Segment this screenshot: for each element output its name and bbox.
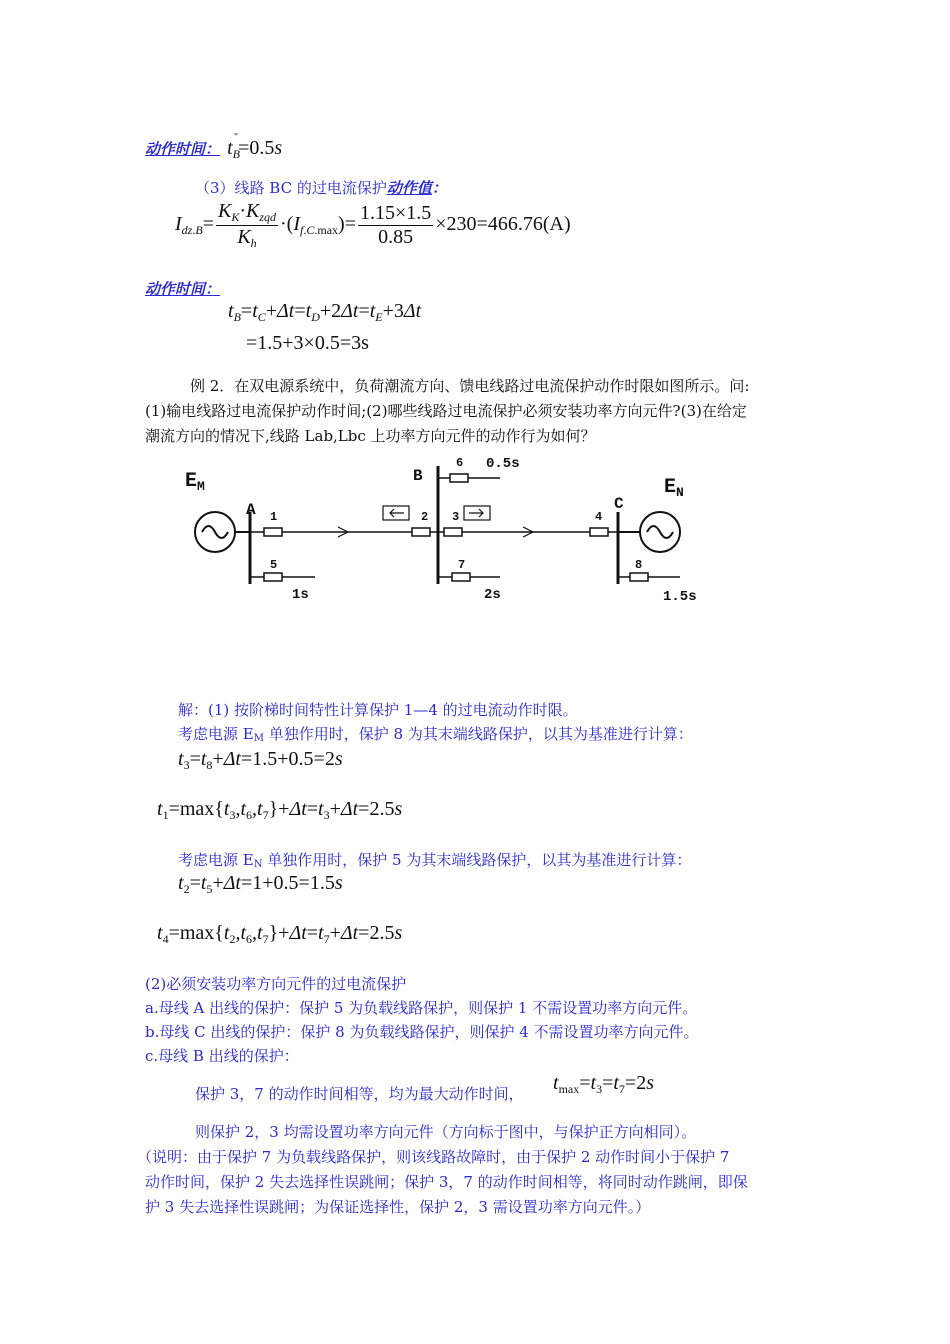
protection-8: [630, 573, 648, 581]
en-case-text: 考虑电源 $E_N$ 单独作用时，保护 5 为其末端线路保护，以其为基准进行计算：: [178, 851, 692, 870]
action-time-row-2: [145, 278, 220, 299]
protection-3: [444, 528, 462, 536]
protection-5: [264, 573, 282, 581]
note-line-3: 护 3 失去选择性误跳闸；为保证选择性，保护 2，3 需设置功率方向元件。）: [145, 1198, 651, 1216]
em-label: $E_M$: [185, 470, 205, 494]
protection-7: [452, 573, 470, 581]
tb-formula: $t_B^"=0.5s$: [227, 132, 283, 161]
time-5: 1s: [292, 587, 309, 603]
note-line-1: （说明：由于保护 7 为负载线路保护，则该线路故障时，由于保护 2 动作时间小于保护 7: [137, 1148, 730, 1166]
action-time-label-2: 动作时间：: [145, 281, 221, 298]
svg-text:1: 1: [270, 510, 278, 524]
protection-6: [450, 474, 468, 482]
svg-text:6: 6: [456, 456, 464, 470]
time-7: 2s: [484, 587, 501, 603]
example-line-3: 潮流方向的情况下,线路 Lab,Lbc 上功率方向元件的动作行为如何？: [145, 427, 596, 445]
part2-c1: 保护 3，7 的动作时间相等，均为最大动作时间，: [195, 1085, 524, 1103]
example-line-2: (1)输电线路过电流保护动作时间;(2)哪些线路过电流保护必须安装功率方向元件?(3)在给定: [145, 402, 747, 420]
svg-text:2: 2: [421, 510, 429, 524]
part2-c2: 则保护 2，3 均需设置功率方向元件（方向标于图中，与保护正方向相同）。: [195, 1123, 697, 1141]
part2-c: c.母线 B 出线的保护：: [145, 1047, 299, 1065]
tb-chain-result: =1.5+3×0.5=3s: [246, 332, 369, 354]
time-6: 0.5s: [486, 456, 520, 472]
en-label: $E_N$: [664, 476, 684, 500]
svg-text:5: 5: [270, 558, 278, 572]
protection-4: [590, 528, 608, 536]
svg-text:4: 4: [595, 510, 603, 524]
part2-b: b.母线 C 出线的保护：保护 8 为负载线路保护，则保护 4 不需设置功率方向元件。: [145, 1023, 699, 1041]
part2-a: a.母线 A 出线的保护：保护 5 为负载线路保护，则保护 1 不需设置功率方向元件。: [145, 999, 698, 1017]
bus-a-label: A: [246, 501, 256, 519]
svg-text:7: 7: [458, 558, 466, 572]
bc-heading: （3）线路 BC 的过电流保护动作值：: [195, 179, 447, 197]
idz-formula: $I_{dz.B}=$ $\frac{K_K\cdot K_{zqd}}{K_h}$ $\cdot(I_{f.C.max})=$ $\frac{1.15\times 1.5}{0.85}$ ×230=466.76(A): [175, 200, 571, 250]
svg-text:3: 3: [452, 510, 460, 524]
em-case-text: 考虑电源 $E_M$ 单独作用时，保护 8 为其末端线路保护，以其为基准进行计算：: [178, 725, 693, 744]
protection-2: [412, 528, 430, 536]
part2-title: (2)必须安装功率方向元件的过电流保护: [145, 975, 407, 993]
bus-b-label: B: [413, 467, 423, 485]
time-8: 1.5s: [663, 589, 697, 605]
action-time-label: 动作时间：: [145, 141, 221, 158]
example-line-1: 例 2．在双电源系统中，负荷潮流方向、馈电线路过电流保护动作时限如图所示。问:: [190, 377, 750, 395]
solution-intro: 解：(1) 按阶梯时间特性计算保护 1—4 的过电流动作时限。: [178, 701, 578, 719]
action-time-row-1: [145, 132, 282, 162]
t2-formula: $t_2=t_5+\Delta t=1+0.5=1.5s$: [178, 872, 343, 896]
bus-c-label: C: [614, 495, 624, 513]
t1-formula: $t_1=\max\{t_3,t_6,t_7\}+\Delta t=t_3+\Delta t=2.5s$: [157, 798, 403, 822]
svg-text:8: 8: [635, 558, 643, 572]
t4-formula: $t_4=\max\{t_2,t_6,t_7\}+\Delta t=t_7+\Delta t=2.5s$: [157, 922, 403, 946]
protection-1: [264, 528, 282, 536]
tb-chain-formula: $t_B=t_C+\Delta t=t_D+2\Delta t=t_E+3\Delta t$: [228, 300, 422, 324]
power-system-diagram: [180, 450, 730, 610]
t3-formula: $t_3=t_8+\Delta t=1.5+0.5=2s$: [178, 748, 343, 772]
note-line-2: 动作时间，保护 2 失去选择性误跳闸；保护 3，7 的动作时间相等，将同时动作跳闸，即保: [145, 1173, 748, 1191]
tmax-formula: $t_{max}=t_3=t_7=2s$: [553, 1072, 654, 1096]
